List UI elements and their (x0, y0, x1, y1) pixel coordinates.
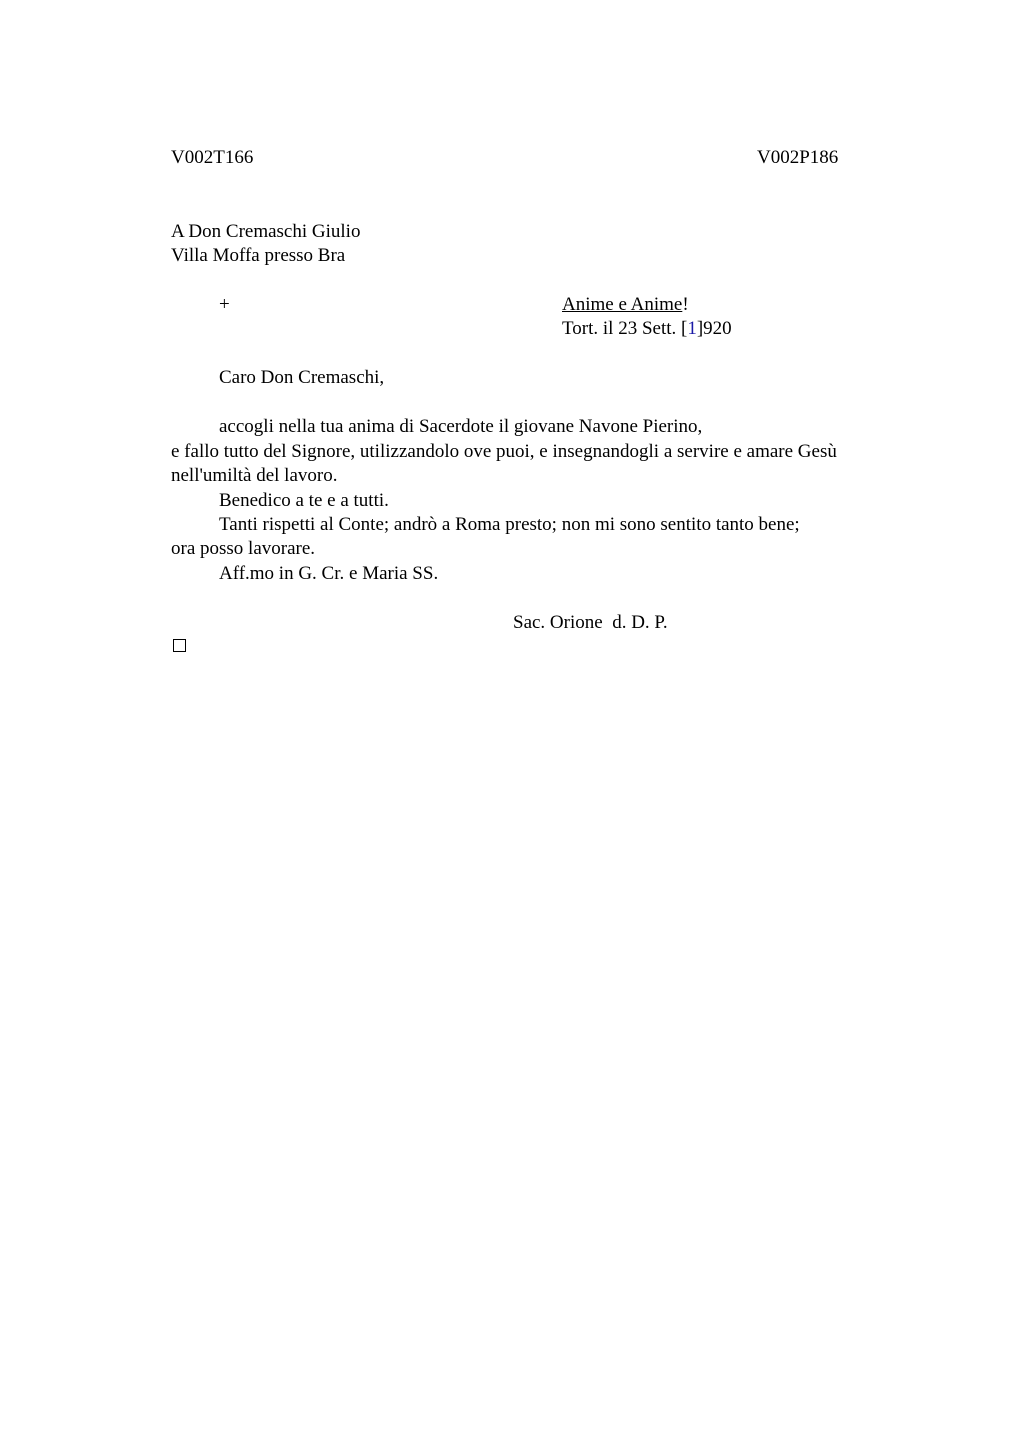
date-before: Tort. il 23 Sett. [ (562, 318, 688, 339)
recipient-name: A Don Cremaschi Giulio (171, 221, 361, 242)
motto-tail: ! (682, 294, 689, 315)
volume-text-code: V002T166 (171, 147, 254, 168)
date-reference-link[interactable]: 1 (687, 318, 697, 339)
body-line: nell'umiltà del lavoro. (171, 465, 338, 486)
cross-mark: + (219, 294, 230, 315)
salutation: Caro Don Cremaschi, (219, 367, 385, 388)
letter-date (562, 317, 732, 341)
body-line: accogli nella tua anima di Sacerdote il giovane Navone Pierino, (219, 416, 703, 437)
closing: Aff.mo in G. Cr. e Maria SS. (219, 563, 439, 584)
body-line: ora posso lavorare. (171, 538, 316, 559)
motto-underlined: Anime e Anime (562, 294, 683, 315)
body-line: e fallo tutto del Signore, utilizzandolo ove puoi, e insegnandogli a servire e amare Gesù (171, 441, 837, 462)
end-of-document-box-icon (173, 639, 186, 652)
recipient-address: Villa Moffa presso Bra (171, 245, 346, 266)
body-line: Tanti rispetti al Conte; andrò a Roma presto; non mi sono sentito tanto bene; (219, 514, 800, 535)
date-after: ]920 (696, 318, 732, 339)
body-line: Benedico a te e a tutti. (219, 490, 389, 511)
motto (562, 293, 689, 317)
signature: Sac. Orione d. D. P. (513, 612, 668, 633)
volume-page-code: V002P186 (757, 147, 839, 168)
